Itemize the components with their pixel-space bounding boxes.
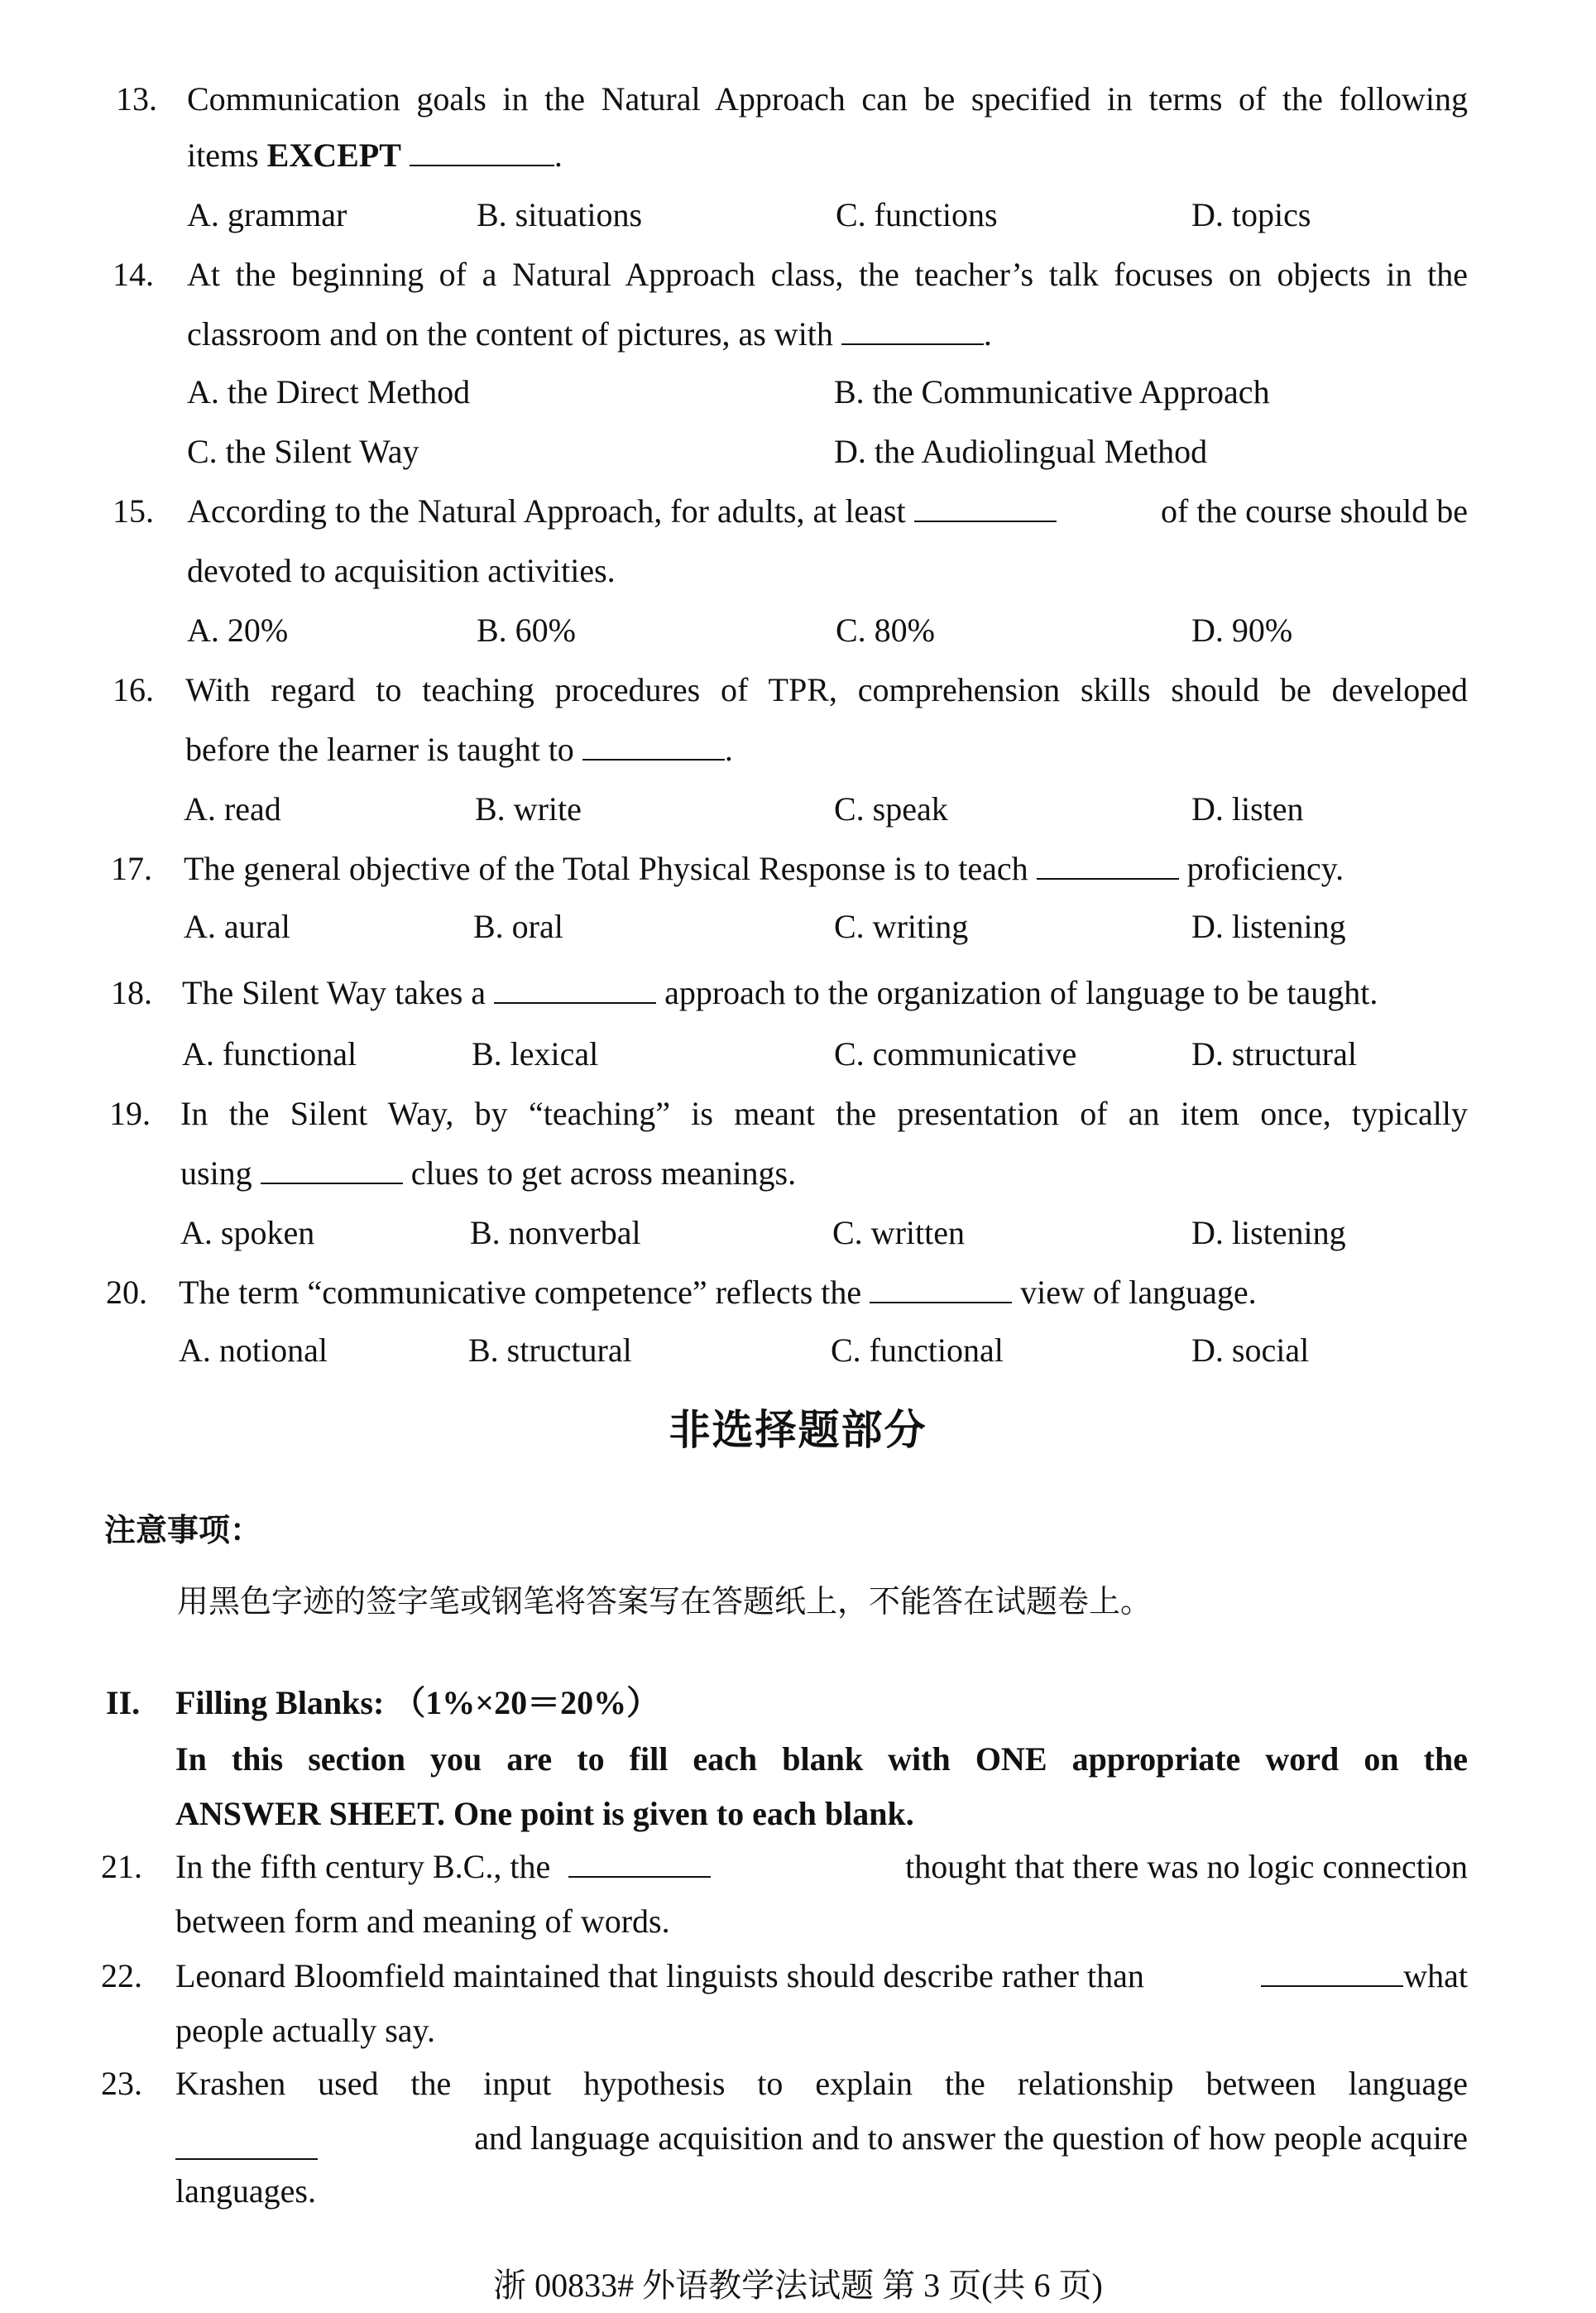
answer-blank <box>261 1158 403 1184</box>
answer-blank <box>568 1851 711 1878</box>
option-b: B. oral <box>473 908 563 945</box>
answer-blank <box>914 496 1057 522</box>
question-text: The term “communicative competence” reflects the view of language. <box>179 1274 1257 1311</box>
question-text: using clues to get across meanings. <box>180 1154 797 1192</box>
question-text: languages. <box>175 2172 316 2210</box>
question-number: 13. <box>116 80 157 118</box>
part-numeral: II. <box>106 1684 141 1721</box>
question-text: The general objective of the Total Physical Response is to teach proficiency. <box>184 850 1344 887</box>
question-text: With regard to teaching procedures of TPR, comprehension skills should be developed <box>185 671 1468 708</box>
answer-blank <box>841 319 984 345</box>
option-c: C. the Silent Way <box>187 433 419 470</box>
option-a: A. read <box>184 790 281 828</box>
option-b: B. the Communicative Approach <box>834 373 1270 410</box>
option-d: D. topics <box>1191 196 1311 233</box>
option-a: A. the Direct Method <box>187 373 471 410</box>
option-b: B. 60% <box>477 612 576 649</box>
option-d: D. social <box>1191 1332 1310 1369</box>
option-d: D. structural <box>1191 1035 1357 1073</box>
option-a: A. spoken <box>180 1214 315 1251</box>
option-b: B. structural <box>468 1332 632 1369</box>
option-c: C. writing <box>834 908 969 945</box>
answer-blank <box>870 1277 1012 1303</box>
notice-text: 用黑色字迹的签字笔或钢笔将答案写在答题纸上，不能答在试题卷上。 <box>177 1583 1153 1620</box>
option-d: D. listening <box>1191 1214 1346 1251</box>
question-number: 19. <box>109 1095 151 1132</box>
option-d: D. 90% <box>1191 612 1293 649</box>
answer-blank <box>494 977 656 1004</box>
answer-blank <box>1261 1960 1403 1987</box>
option-c: C. communicative <box>834 1035 1077 1073</box>
answer-blank <box>410 140 554 166</box>
question-text: In the Silent Way, by “teaching” is meant the presentation of an item once, typically <box>180 1095 1468 1132</box>
option-a: A. 20% <box>187 612 289 649</box>
question-number: 14. <box>113 256 154 293</box>
option-a: A. functional <box>182 1035 357 1073</box>
question-text: classroom and on the content of pictures, as with . <box>187 315 992 353</box>
option-b: B. nonverbal <box>470 1214 641 1251</box>
page-footer: 浙 00833# 外语教学法试题 第 3 页(共 6 页) <box>493 2267 1103 2304</box>
question-number: 17. <box>111 850 152 887</box>
option-d: D. the Audiolingual Method <box>834 433 1208 470</box>
option-c: C. 80% <box>836 612 935 649</box>
answer-blank <box>1037 853 1179 880</box>
option-b: B. lexical <box>472 1035 599 1073</box>
option-b: B. situations <box>477 196 643 233</box>
question-text: items EXCEPT . <box>187 137 563 174</box>
option-c: C. functions <box>836 196 998 233</box>
section-title: 非选择题部分 <box>669 1406 927 1454</box>
question-text: devoted to acquisition activities. <box>187 552 616 589</box>
question-number: 20. <box>106 1274 147 1311</box>
question-number: 15. <box>113 492 154 530</box>
option-a: A. notional <box>179 1332 328 1369</box>
question-number: 16. <box>113 671 154 708</box>
question-text: Communication goals in the Natural Approach can be specified in terms of the following <box>187 80 1468 118</box>
option-c: C. written <box>832 1214 965 1251</box>
option-d: D. listening <box>1191 908 1346 945</box>
question-text: Leonard Bloomfield maintained that linguists should describe rather than what <box>175 1957 1468 1994</box>
question-text: At the beginning of a Natural Approach class, the teacher’s talk focuses on objects in the <box>187 256 1468 293</box>
part-heading: Filling Blanks: （1%×20＝20%） <box>175 1684 660 1721</box>
option-a: A. grammar <box>187 196 347 233</box>
question-number: 23. <box>101 2065 142 2102</box>
question-text: In the fifth century B.C., the thought that there was no logic connection <box>175 1848 1468 1885</box>
option-b: B. write <box>475 790 582 828</box>
question-text: and language acquisition and to answer the question of how people acquire <box>175 2115 1468 2162</box>
part-instructions: In this section you are to fill each blank with ONE appropriate word on the <box>175 1740 1468 1778</box>
notice-label: 注意事项： <box>104 1512 262 1548</box>
question-text: between form and meaning of words. <box>175 1903 670 1940</box>
answer-blank <box>582 734 725 761</box>
option-d: D. listen <box>1191 790 1304 828</box>
option-c: C. functional <box>831 1332 1004 1369</box>
question-number: 21. <box>101 1848 142 1885</box>
question-text: According to the Natural Approach, for adults, at least of the course should be <box>187 492 1468 530</box>
question-text: people actually say. <box>175 2012 435 2049</box>
question-text: Krashen used the input hypothesis to explain the relationship between language <box>175 2065 1468 2102</box>
answer-blank <box>175 2133 318 2160</box>
question-text: The Silent Way takes a approach to the organization of language to be taught. <box>182 974 1378 1011</box>
part-instructions: ANSWER SHEET. One point is given to each blank. <box>175 1795 914 1832</box>
question-number: 18. <box>111 974 152 1011</box>
question-number: 22. <box>101 1957 142 1994</box>
question-text: before the learner is taught to . <box>185 731 733 768</box>
option-a: A. aural <box>184 908 290 945</box>
option-c: C. speak <box>834 790 948 828</box>
